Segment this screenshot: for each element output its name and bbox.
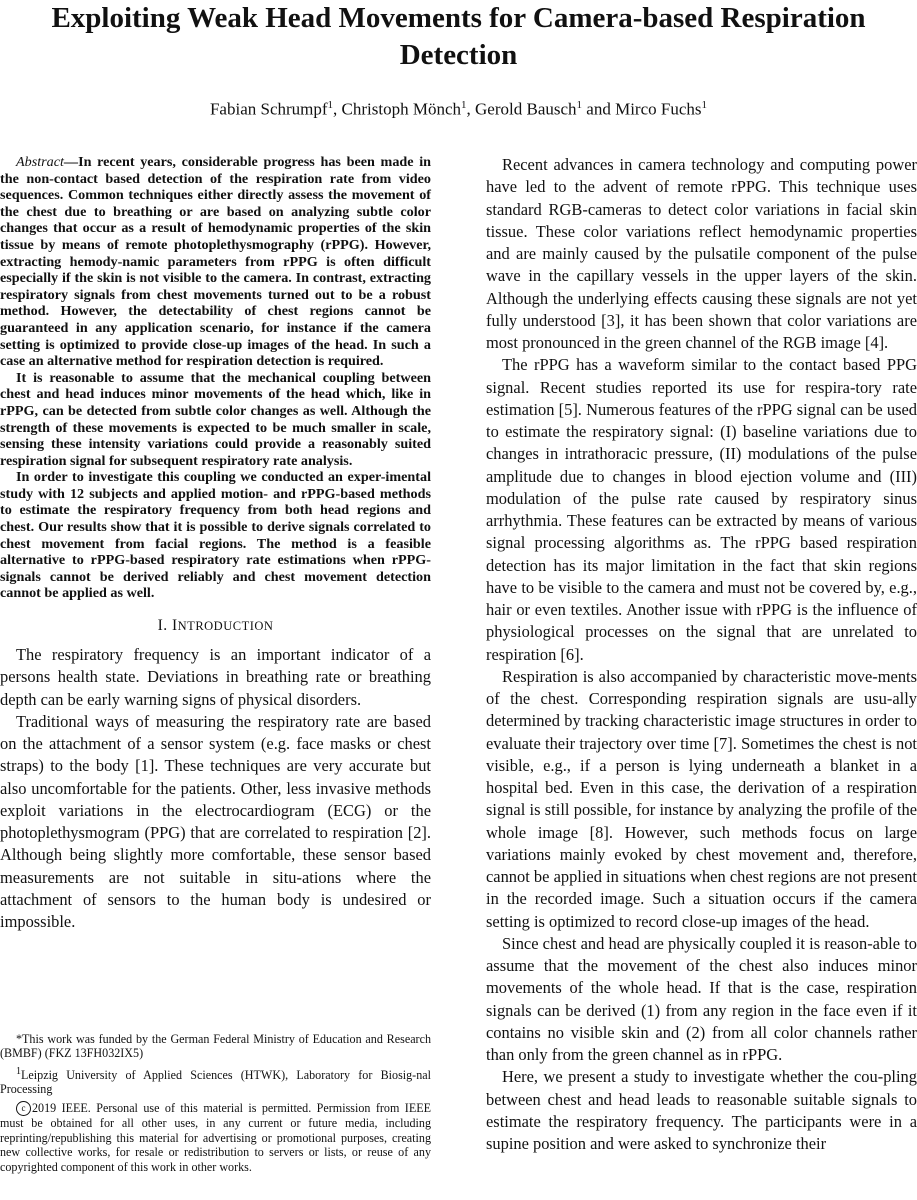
paper-title: Exploiting Weak Head Movements for Camera-based Respiration Detection [51,2,866,71]
section-number: I. [157,617,168,635]
affiliation-mark: 1 [16,1065,22,1077]
author-affiliation-mark: 1 [701,99,708,111]
author-name: Fabian Schrumpf [209,99,328,119]
abstract-label: Abstract [16,154,64,170]
body-paragraph: The respiratory frequency is an important indicator of a persons health state. Deviations in breathing rate or breathing depth can be early warning signs of physical disorders. [0,645,431,709]
copyright-icon: c [16,1101,31,1116]
affiliation-text: Leipzig University of Applied Sciences (HTWK), Laboratory for Biosig-nal Processing [0,1067,431,1097]
funding-footnote: *This work was funded by the German Federal Ministry of Education and Research (BMBF) (FKZ 13FH032IX5) [0,1032,431,1061]
author-name: Christoph Mönch [341,99,462,119]
abstract-paragraph: In order to investigate this coupling we conducted an exper-imental study with 12 subjects and applied motion- and rPPG-based methods to estimate the respiratory frequency from both head regions and chest. Our results show that it is possible to derive signals correlated to chest movement from facial regions. The method is a feasible alternative to rPPG-based respiratory rate estimations when rPPG-signals cannot be derived reliably and chest movement detection cannot be applied as well. [0,469,431,602]
author-name: Gerold Bausch [475,99,577,119]
affiliation-footnote [0,1065,431,1097]
left-column [0,154,431,933]
copyright-notice [0,1101,431,1174]
section-title-rest: NTRODUCTION [177,619,274,634]
author-separator: , [466,99,476,119]
body-paragraph: Recent advances in camera technology and computing power have led to the advent of remote rPPG. This technique uses standard RGB-cameras to detect color variations in facial skin tissue. These color variations reflect hemodynamic properties and are mainly caused by the pulsatile component of the pulse wave in the capillary vessels in the upper layers of the skin. Although the underlying effects causing these signals are not yet fully understood [3], it has been shown that color variations are most pronounced in the green channel of the RGB image [4]. [486,155,917,352]
section-heading-introduction [0,616,431,636]
author-affiliation-mark: 1 [576,99,583,111]
abstract-dash: — [63,154,79,170]
abstract [0,154,431,602]
footnotes [0,1032,431,1174]
body-paragraph: The rPPG has a waveform similar to the contact based PPG signal. Recent studies reported its use for respira-tory rate estimation [5]. Numerous features of the rPPG signal can be used to estimate the respiratory signal: (I) baseline variations due to changes in intrathoracic pressure, (II) modulations of the pulse amplitude due to changes in blood ejection volume and (III) modulation of the pulse rate caused by respiratory sinus arrhythmia. These features can be extracted by means of various signal processing algorithms as. The rPPG based respiration detection has its major limitation in the fact that skin regions have to be visible to the camera and must not be covered by, e.g., hair or even textiles. Another issue with rPPG is the influence of physiological processes on the signal that are unrelated to respiration [6]. [486,355,917,664]
body-paragraph: Since chest and head are physically coupled it is reason-able to assume that the movement of the chest also induces minor movements of the whole head. If that is the case, respiration signals can be derived (1) from any region in the face even if it contains no visible skin and (2) from all color channels rather than only from the green channel as in rPPG. [486,933,917,1064]
section-title-initial: I [171,617,178,635]
author-separator: , [333,99,342,119]
author-affiliation-mark: 1 [461,99,467,111]
right-column [486,154,917,1155]
author-list [0,93,917,122]
author-name: Mirco Fuchs [615,99,702,119]
body-paragraph: Respiration is also accompanied by characteristic move-ments of the chest. Corresponding respiration signals are usu-ally determined by tracking characteristic image structures in order to evaluate their trajectory over time [7]. Sometimes the chest is not visible, e.g., if a person is lying underneath a blanket in a hospital bed. Even in this case, the derivation of a respiration signal is still possible, for instance by analyzing the profile of the whole image [8]. However, such methods focus on large variations mainly evoked by chest movement and, therefore, cannot be applied in situations when chest regions are not present in the recorded image. Such a situation occurs if the camera setting is optimized to record close-up images of the head. [486,666,917,931]
author-separator: and [582,99,616,119]
copyright-text: 2019 IEEE. Personal use of this material is permitted. Permission from IEEE must be obtained for all other uses, in any current or future media, including reprinting/republishing this material for advertising or promotional purposes, creating new collective works, for resale or redistribution to servers or lists, or reuse of any copyrighted component of this work in other works. [0,1100,431,1174]
body-paragraph: Here, we present a study to investigate whether the cou-pling between chest and head leads to reasonable suitable signals to estimate the respiratory frequency. The participants were in a supine position and were asked to synchronize their [486,1067,917,1153]
abstract-paragraph: It is reasonable to assume that the mechanical coupling between chest and head induces minor movements of the head which, like in rPPG, can be detected from subtle color changes as well. Although the strength of these movements is expected to be much smaller in scale, sensing these intensity variations could provide a reasonably suited respiration signal for subsequent respiratory rate analysis. [0,369,431,469]
body-paragraph: Traditional ways of measuring the respiratory rate are based on the attachment of a sensor system (e.g. face masks or chest straps) to the body [1]. These techniques are very accurate but also uncomfortable for the patients. Other, less invasive methods exploit variations in the electrocardiogram (ECG) or the photoplethysmogram (PPG) that are correlated to respiration [2]. Although being slightly more comfortable, these sensor based measurements are not suitable in situ-ations where the attachment of sensors to the human body is undesired or impossible. [0,711,431,932]
abstract-paragraph [0,154,431,370]
abstract-text: In recent years, considerable progress has been made in the non-contact based detection of the respiration rate from video sequences. Common techniques either directly assess the movement of the chest due to breathing or are based on analyzing subtle color changes that occur as a result of hemodynamic properties of the skin tissue by means of remote photoplethysmography (rPPG). However, extracting hemody-namic parameters from rPPG is often difficult especially if the skin is not visible to the camera. In contrast, extracting respiratory signals from chest movements turned out to be a robust method. However, the detectability of chest regions cannot be guaranteed in any application scenario, for instance if the camera setting is optimized to provide close-up images of the head. In such a case an alternative method for respiration detection is required. [0,154,431,370]
author-affiliation-mark: 1 [327,99,334,111]
